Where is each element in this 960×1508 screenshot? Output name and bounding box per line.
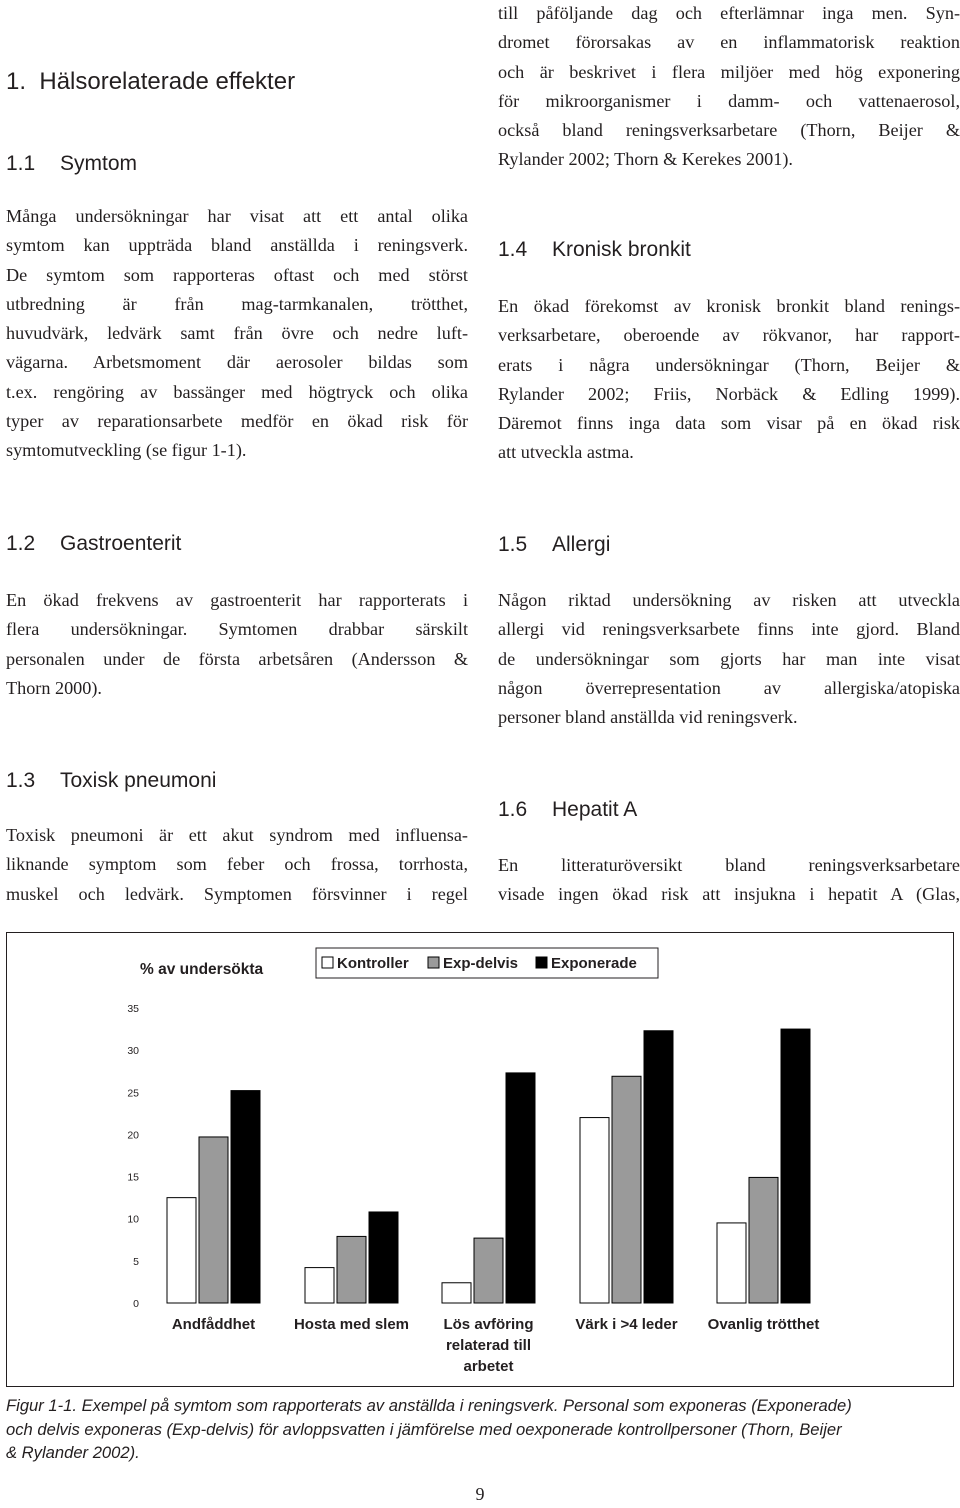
text-line: liknande symptom som feber och frossa, torrhosta, — [6, 854, 468, 875]
text-line: Toxisk pneumoni är ett akut syndrom med influensa- — [6, 825, 468, 845]
heading-number: 1.5 — [498, 533, 528, 556]
text-line: typer av reparationsarbete medför en ökad risk för — [6, 411, 468, 432]
heading-number: 1.2 — [6, 532, 36, 555]
x-tick-label: Lös avföring — [443, 1316, 534, 1333]
text-line: symtomutveckling (se figur 1-1). — [6, 440, 247, 461]
heading-1-6 — [498, 798, 637, 822]
figure-frame — [6, 932, 954, 1387]
chapter-number: 1. — [6, 68, 27, 95]
text-line: erats i några undersökningar (Thorn, Beijer & — [498, 354, 960, 375]
bar-kontroller — [717, 1223, 746, 1303]
heading-title: Symtom — [60, 152, 138, 175]
heading-1-5 — [498, 533, 610, 557]
y-axis — [127, 1003, 139, 1310]
bar-exponerade — [369, 1212, 398, 1303]
heading-title: Toxisk pneumoni — [60, 769, 217, 792]
text-line: också bland reningsverksarbetare (Thorn, Beijer & — [498, 120, 960, 141]
text-line: flera undersökningar. Symtomen drabbar särskilt — [6, 619, 468, 640]
legend-swatch — [536, 957, 547, 968]
bar-exp-delvis — [337, 1236, 366, 1303]
bar-kontroller — [442, 1283, 471, 1303]
heading-number: 1.6 — [498, 798, 528, 821]
text-line: personer bland anställda vid reningsverk. — [498, 707, 798, 728]
x-tick-label: arbetet — [463, 1358, 514, 1375]
bar-kontroller — [167, 1198, 196, 1303]
text-line: allergi vid reningsverksarbete finns inte gjord. Bland — [498, 619, 960, 640]
x-tick-label: Hosta med slem — [293, 1316, 410, 1333]
chapter-title: Hälsorelaterade effekter — [39, 68, 296, 95]
paragraph-1-3-continued — [498, 0, 960, 175]
legend-swatch — [322, 957, 333, 968]
chart-title: % av undersökta — [140, 961, 264, 978]
bar-chart — [7, 933, 952, 1385]
heading-number: 1.3 — [6, 769, 36, 792]
text-line: personalen under de första arbetsåren (Andersson & — [6, 648, 468, 669]
bar-exp-delvis — [612, 1076, 641, 1303]
caption-line: och delvis exponeras (Exp-delvis) för avloppsvatten i jämförelse med oexponerade kontrollpersoner (Thorn, Beijer — [6, 1419, 842, 1439]
x-tick-label: Andfåddhet — [171, 1316, 256, 1333]
text-line: En ökad förekomst av kronisk bronkit bland renings- — [498, 296, 960, 316]
caption-line: & Rylander 2002). — [6, 1443, 140, 1462]
text-line: muskel och ledvärk. Symptomen försvinner i regel — [6, 883, 468, 904]
text-line: dromet förorsakas av en inflammatorisk reaktion — [498, 32, 960, 53]
text-line: visade ingen ökad risk att insjukna i hepatit A (Glas, — [498, 884, 960, 905]
chart-legend — [316, 948, 658, 978]
bar-kontroller — [580, 1118, 609, 1303]
heading-title: Allergi — [552, 533, 611, 556]
paragraph-1-5 — [498, 586, 960, 732]
heading-number: 1.1 — [6, 152, 36, 175]
text-line: Någon riktad undersökning av risken att utveckla — [498, 590, 960, 610]
text-line: utbredning är från mag-tarmkanalen, trötthet, — [6, 293, 468, 314]
y-tick-label: 20 — [127, 1129, 139, 1142]
chapter-heading — [6, 68, 295, 96]
y-tick-label: 15 — [127, 1171, 139, 1184]
bar-kontroller — [305, 1268, 334, 1303]
text-line: t.ex. rengöring av bassänger med högtryck och olika — [6, 381, 468, 402]
text-line: att utveckla astma. — [498, 442, 634, 463]
bar-exp-delvis — [749, 1177, 778, 1303]
figure-caption — [6, 1394, 956, 1465]
y-tick-label: 10 — [127, 1213, 139, 1226]
legend-swatch — [428, 957, 439, 968]
bar-exponerade — [231, 1091, 260, 1303]
heading-title: Hepatit A — [552, 798, 638, 821]
text-line: Thorn 2000). — [6, 677, 102, 698]
heading-1-3 — [6, 769, 216, 793]
text-line: och är beskrivet i flera miljöer med hög exponering — [498, 61, 960, 82]
y-tick-label: 5 — [133, 1255, 139, 1268]
text-line: de undersökningar som gjorts har man inte visat — [498, 648, 960, 669]
paragraph-1-2 — [6, 586, 468, 703]
bar-exponerade — [506, 1073, 535, 1303]
text-line: för mikroorganismer i damm- och vattenaerosol, — [498, 90, 960, 111]
legend-label: Exp-delvis — [443, 955, 519, 972]
heading-title: Gastroenterit — [60, 532, 182, 555]
text-line: De symtom som rapporteras oftast och med störst — [6, 264, 468, 285]
caption-line: Figur 1-1. Exempel på symtom som rapporterats av anställda i reningsverk. Personal som exponeras (Exponerade) — [6, 1396, 852, 1415]
text-line: vägarna. Arbetsmoment där aerosoler bildas som — [6, 352, 468, 373]
bar-exponerade — [781, 1029, 810, 1303]
paragraph-1-6 — [498, 851, 960, 910]
legend-label: Kontroller — [337, 955, 409, 972]
text-line: till påföljande dag och efterlämnar inga men. Syn- — [498, 3, 960, 23]
paragraph-1-1 — [6, 202, 468, 466]
heading-title: Kronisk bronkit — [552, 238, 691, 261]
x-tick-label: Ovanlig trötthet — [707, 1316, 820, 1333]
paragraph-1-3 — [6, 821, 468, 909]
bar-exp-delvis — [199, 1137, 228, 1303]
heading-1-4 — [498, 238, 691, 262]
text-line: huvudvärk, ledvärk samt från övre och nedre luft- — [6, 323, 468, 344]
bar-exponerade — [644, 1031, 673, 1303]
text-line: Rylander 2002; Friis, Norbäck & Edling 1999). — [498, 383, 960, 404]
x-tick-label: relaterad till — [445, 1337, 532, 1354]
text-line: En litteraturöversikt bland reningsverksarbetare — [498, 855, 960, 875]
text-line: Rylander 2002; Thorn & Kerekes 2001). — [498, 149, 793, 170]
bar-exp-delvis — [474, 1238, 503, 1303]
text-line: Många undersökningar har visat att ett antal olika — [6, 206, 468, 226]
legend-label: Exponerade — [551, 955, 637, 972]
page-number: 9 — [475, 1484, 485, 1504]
heading-1-2 — [6, 532, 181, 556]
text-line: Däremot finns inga data som visar på en ökad risk — [498, 413, 960, 434]
text-line: verksarbetare, oberoende av rökvanor, har rapport- — [498, 325, 960, 346]
y-tick-label: 0 — [133, 1298, 139, 1310]
y-tick-label: 35 — [127, 1003, 139, 1015]
heading-1-1 — [6, 152, 137, 176]
text-line: någon överrepresentation av allergiska/atopiska — [498, 677, 960, 698]
y-tick-label: 25 — [127, 1087, 139, 1100]
bars — [167, 1029, 810, 1303]
x-axis-labels — [172, 1316, 820, 1375]
x-tick-label: Värk i >4 leder — [575, 1316, 678, 1333]
paragraph-1-4 — [498, 292, 960, 468]
text-line: En ökad frekvens av gastroenterit har rapporterats i — [6, 590, 468, 610]
heading-number: 1.4 — [498, 238, 528, 261]
text-line: symtom kan uppträda bland anställda i reningsverk. — [6, 235, 468, 256]
y-tick-label: 30 — [127, 1045, 139, 1058]
